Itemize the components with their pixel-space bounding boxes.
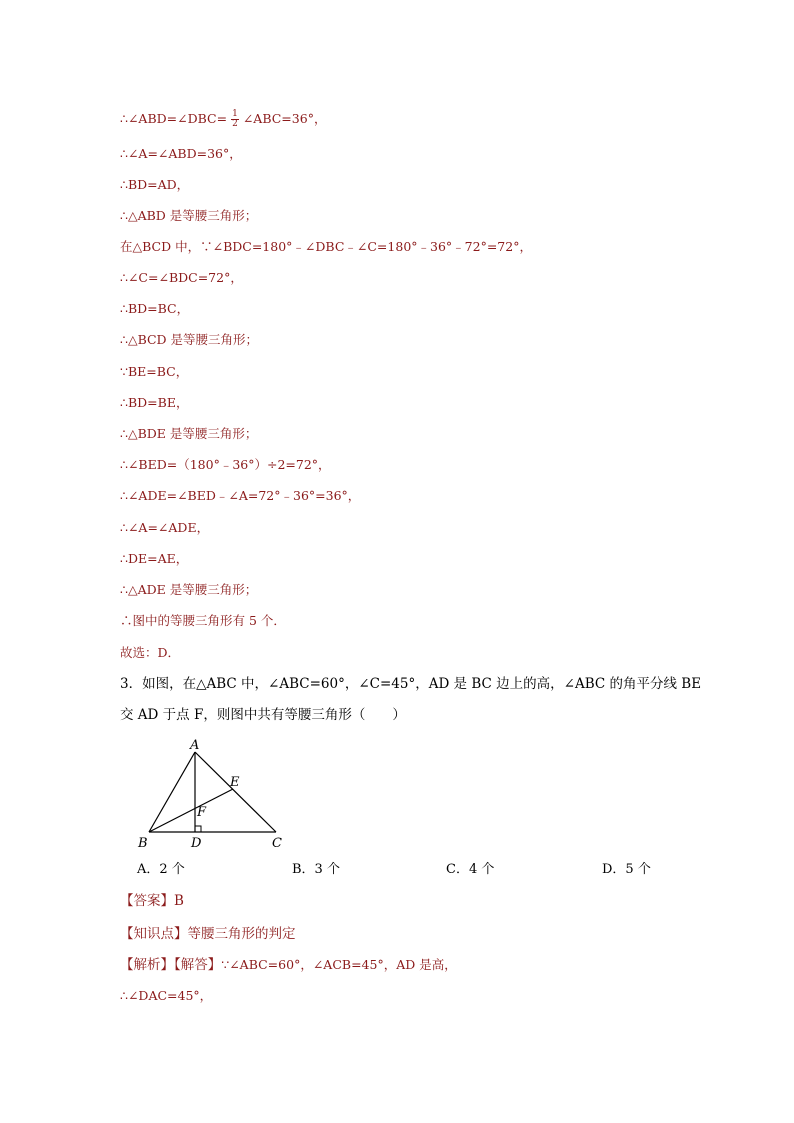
label-D: D bbox=[191, 836, 202, 851]
solution-line-7: ∴BD=BC， bbox=[120, 301, 190, 316]
analysis-tag-1: 【解析】 bbox=[120, 957, 174, 973]
analysis-line bbox=[120, 957, 457, 973]
answer-tag: 【答案】 bbox=[120, 893, 174, 909]
solution-line-1-pre: ∴∠ABD=∠DBC= bbox=[120, 111, 228, 126]
solution-line-17: ∴图中的等腰三角形有 5 个． bbox=[120, 613, 286, 628]
answer-line bbox=[120, 893, 184, 909]
segment-AC bbox=[195, 752, 276, 832]
solution-line-3: ∴BD=AD， bbox=[120, 177, 190, 192]
right-angle-mark bbox=[195, 826, 201, 832]
solution-line-13: ∴∠ADE=∠BED﹣∠A=72°﹣36°=36°， bbox=[120, 488, 361, 503]
analysis-tag-2: 【解答】 bbox=[174, 957, 222, 973]
knowledge-line bbox=[120, 926, 296, 942]
knowledge-tag: 【知识点】 bbox=[120, 926, 188, 942]
option-d: D．5 个 bbox=[602, 862, 651, 877]
solution-line-6: ∴∠C=∠BDC=72°， bbox=[120, 270, 243, 285]
triangle-figure bbox=[136, 736, 296, 854]
solution-line-10: ∴BD=BE， bbox=[120, 395, 189, 410]
label-B: B bbox=[138, 836, 148, 851]
label-A: A bbox=[190, 738, 200, 753]
fraction-numerator: 1 bbox=[232, 109, 238, 119]
solution-line-5: 在△BCD 中，∵∠BDC=180°﹣∠DBC﹣∠C=180°﹣36°﹣72°=72°， bbox=[120, 239, 532, 254]
solution-line-2: ∴∠A=∠ABD=36°， bbox=[120, 146, 242, 161]
triangle-lines bbox=[149, 752, 276, 832]
analysis-next-line: ∴∠DAC=45°， bbox=[120, 988, 213, 1003]
solution-line-12: ∴∠BED=（180°﹣36°）÷2=72°， bbox=[120, 457, 331, 472]
analysis-text: ∵∠ABC=60°，∠ACB=45°，AD 是高， bbox=[221, 957, 457, 972]
solution-line-18: 故选：D． bbox=[120, 645, 181, 660]
solution-line-1-post: ∠ABC=36°， bbox=[242, 111, 327, 126]
solution-line-15: ∴DE=AE， bbox=[120, 551, 189, 566]
question-line-1: 3．如图，在△ABC 中，∠ABC=60°，∠C=45°，AD 是 BC 边上的高，∠ABC 的角平分线 BE bbox=[120, 676, 702, 692]
option-b: B．3 个 bbox=[292, 862, 340, 877]
solution-line-11: ∴△BDE 是等腰三角形； bbox=[120, 426, 258, 441]
option-c: C．4 个 bbox=[446, 862, 495, 877]
solution-line-8: ∴△BCD 是等腰三角形； bbox=[120, 332, 259, 347]
solution-line-14: ∴∠A=∠ADE， bbox=[120, 520, 210, 535]
solution-line-1 bbox=[120, 110, 326, 129]
knowledge-value: 等腰三角形的判定 bbox=[187, 926, 296, 942]
label-C: C bbox=[272, 836, 282, 851]
answer-value: B bbox=[174, 893, 184, 909]
label-E: E bbox=[230, 775, 240, 790]
question-line-2: 交 AD 于点 F，则图中共有等腰三角形（ ） bbox=[120, 707, 406, 723]
label-F: F bbox=[197, 805, 207, 820]
solution-line-16: ∴△ADE 是等腰三角形； bbox=[120, 582, 258, 597]
solution-line-9: ∵BE=BC， bbox=[120, 364, 189, 379]
option-a: A．2 个 bbox=[137, 862, 185, 877]
fraction-one-half bbox=[231, 110, 239, 129]
solution-line-4: ∴△ABD 是等腰三角形； bbox=[120, 208, 258, 223]
fraction-denominator: 2 bbox=[232, 119, 238, 129]
